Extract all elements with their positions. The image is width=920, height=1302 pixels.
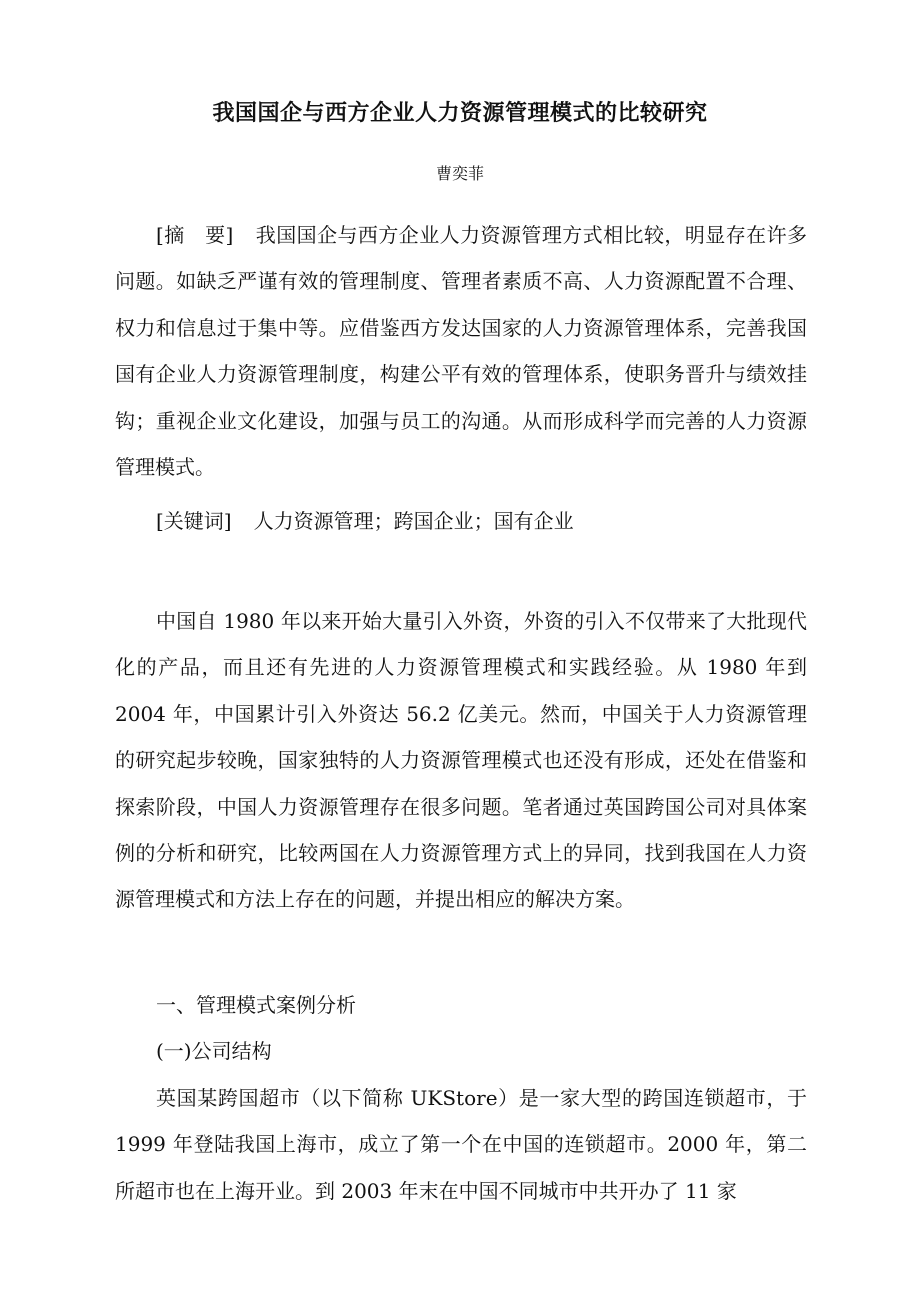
intro-paragraph: 中国自 1980 年以来开始大量引入外资，外资的引入不仅带来了大批现代化的产品，而且还有先进的人力资源管理模式和实践经验。从 1980 年到 2004 年，中国累计引入外资达 56.2 亿美元。然而，中国关于人力资源管理的研究起步较晚，国家独特的人力资源管理模式也还没有形成，还处在借鉴和探索阶段，中国人力资源管理存在很多问题。笔者通过英国跨国公司对具体案例的分析和研究，比较两国在人力资源管理方式上的异同，找到我国在人力资源管理模式和方法上存在的问题，并提出相应的解决方案。 <box>115 609 807 912</box>
section-heading: 一、管理模式案例分析 <box>156 993 356 1017</box>
abstract-label: [摘 要] <box>156 223 234 247</box>
case-paragraph: 英国某跨国超市（以下简称 UKStore）是一家大型的跨国连锁超市，于 1999 年登陆我国上海市，成立了第一个在中国的连锁超市。2000 年，第二所超市也在上海开业。到 2003 年末在中国不同城市中共开办了 11 家 <box>115 1086 807 1203</box>
document-author: 曹奕菲 <box>435 164 484 183</box>
abstract-paragraph <box>115 212 807 490</box>
abstract-text: 我国国企与西方企业人力资源管理方式相比较，明显存在许多问题。如缺乏严谨有效的管理制度、管理者素质不高、人力资源配置不合理、权力和信息过于集中等。应借鉴西方发达国家的人力资源管理体系，完善我国国有企业人力资源管理制度，构建公平有效的管理体系，使职务晋升与绩效挂钩；重视企业文化建设，加强与员工的沟通。从而形成科学而完善的人力资源管理模式。 <box>115 223 808 480</box>
subsection-heading: (一)公司结构 <box>156 1039 272 1063</box>
document-title: 我国国企与西方企业人力资源管理模式的比较研究 <box>212 101 708 126</box>
keywords-text: 人力资源管理；跨国企业；国有企业 <box>253 509 574 533</box>
keywords-paragraph <box>115 498 807 544</box>
keywords-label: [关键词] <box>156 509 232 533</box>
